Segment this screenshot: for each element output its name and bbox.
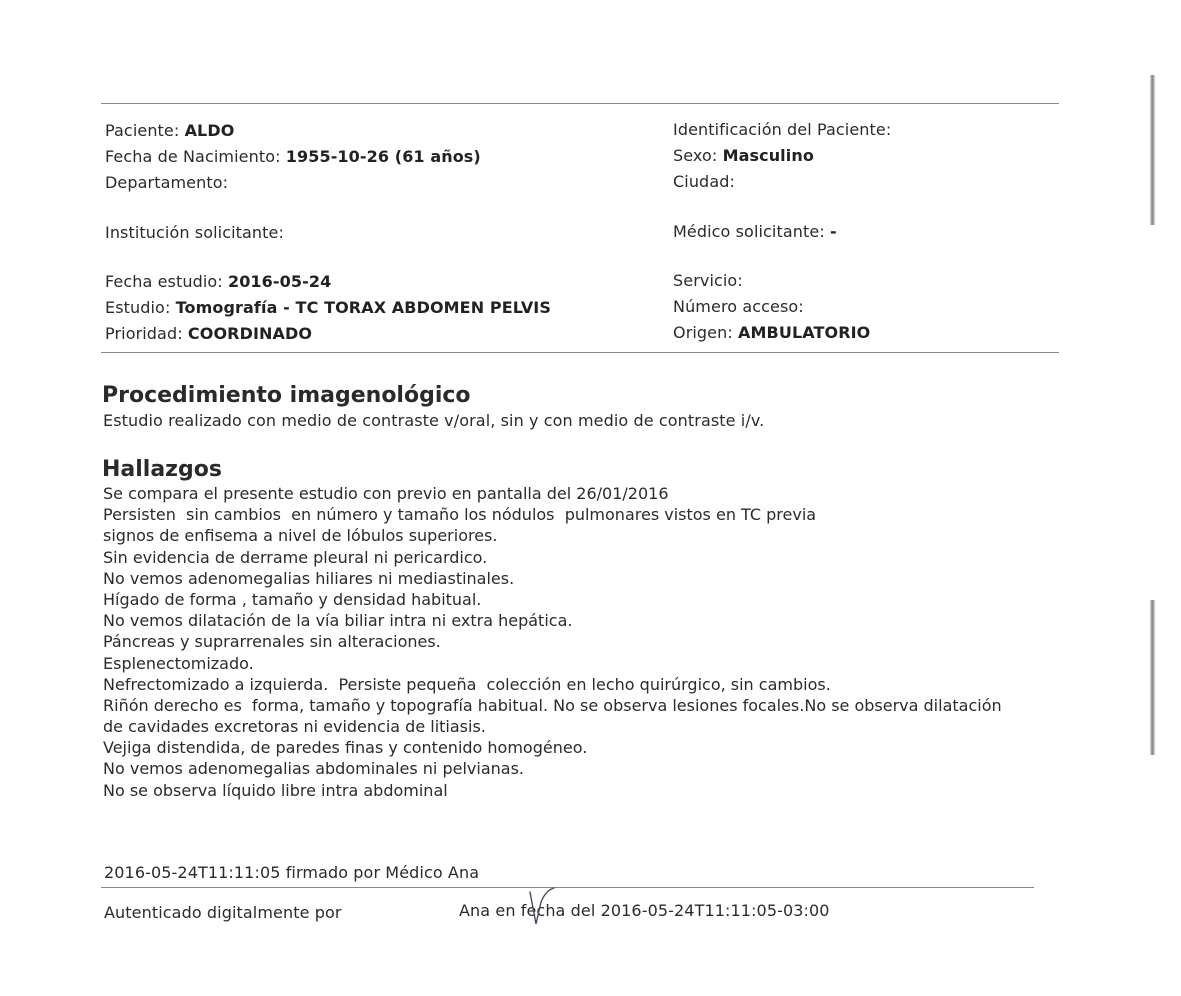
procedure-text: Estudio realizado con medio de contraste v/oral, sin y con medio de contraste i/v.: [103, 411, 765, 430]
scan-edge-mark: [1150, 600, 1155, 755]
finding-line: No se observa líquido libre intra abdominal: [103, 780, 448, 800]
finding-line: Riñón derecho es forma, tamaño y topografía habitual. No se observa lesiones focales.No se observa dilatación: [103, 695, 1002, 715]
city-row: [673, 172, 735, 192]
birth-date-row: [105, 147, 481, 167]
sex-row: [673, 146, 814, 166]
city-label: Ciudad:: [673, 172, 735, 191]
scan-edge-mark: [1150, 75, 1155, 225]
requesting-institution-label: Institución solicitante:: [105, 223, 284, 242]
finding-line: Nefrectomizado a izquierda. Persiste pequeña colección en lecho quirúrgico, sin cambios.: [103, 674, 831, 694]
finding-line: signos de enfisema a nivel de lóbulos superiores.: [103, 526, 498, 546]
patient-id-row: [673, 120, 891, 140]
patient-name-row: [105, 121, 234, 141]
birth-date-label: Fecha de Nacimiento:: [105, 147, 281, 166]
patient-name-label: Paciente:: [105, 121, 180, 140]
requesting-physician-row: [673, 222, 837, 242]
requesting-physician-value: -: [830, 222, 837, 241]
signed-by-text: 2016-05-24T11:11:05 firmado por Médico Ana: [104, 863, 480, 882]
finding-line: No vemos adenomegalias abdominales ni pelvianas.: [103, 759, 524, 779]
findings-title: Hallazgos: [102, 457, 222, 482]
service-label: Servicio:: [673, 271, 743, 290]
auth-right-text: Ana en fecha del 2016-05-24T11:11:05-03:00: [459, 901, 830, 920]
finding-line: Persisten sin cambios en número y tamaño los nódulos pulmonares vistos en TC previa: [103, 505, 817, 525]
sex-label: Sexo:: [673, 146, 718, 165]
sex-value: Masculino: [722, 146, 814, 165]
requesting-physician-label: Médico solicitante:: [673, 222, 825, 241]
study-value: Tomografía - TC TORAX ABDOMEN PELVIS: [175, 298, 551, 317]
patient-id-label: Identificación del Paciente:: [673, 120, 892, 139]
finding-line: Sin evidencia de derrame pleural ni pericardico.: [103, 547, 488, 567]
finding-line: de cavidades excretoras ni evidencia de litiasis.: [103, 717, 486, 737]
study-date-row: [105, 272, 331, 292]
priority-label: Prioridad:: [105, 324, 183, 343]
study-row: [105, 298, 551, 318]
study-label: Estudio:: [105, 298, 171, 317]
handwritten-check-mark-icon: [524, 884, 558, 926]
study-date-value: 2016-05-24: [227, 272, 332, 291]
finding-line: No vemos dilatación de la vía biliar intra ni extra hepática.: [103, 611, 573, 631]
procedure-title: Procedimiento imagenológico: [102, 383, 471, 408]
header-bottom-divider: [101, 352, 1059, 353]
finding-line: Hígado de forma , tamaño y densidad habitual.: [103, 589, 482, 609]
finding-line: Vejiga distendida, de paredes finas y contenido homogéneo.: [103, 738, 588, 758]
origin-label: Origen:: [673, 323, 733, 342]
accession-number-label: Número acceso:: [673, 297, 804, 316]
service-row: [673, 271, 743, 291]
patient-name-value: ALDO: [184, 121, 235, 140]
origin-row: [673, 323, 870, 343]
birth-date-value: 1955-10-26 (61 años): [285, 147, 481, 166]
origin-value: AMBULATORIO: [738, 323, 871, 342]
footer-divider: [101, 887, 1034, 888]
department-row: [105, 173, 228, 193]
accession-number-row: [673, 297, 804, 317]
findings-list: [103, 483, 1002, 801]
requesting-institution-row: [105, 223, 284, 243]
finding-line: Esplenectomizado.: [103, 653, 254, 673]
priority-value: COORDINADO: [187, 324, 313, 343]
finding-line: No vemos adenomegalias hiliares ni mediastinales.: [103, 568, 515, 588]
header-top-divider: [101, 103, 1059, 104]
priority-row: [105, 324, 312, 344]
finding-line: Se compara el presente estudio con previo en pantalla del 26/01/2016: [103, 484, 669, 503]
department-label: Departamento:: [105, 173, 229, 192]
study-date-label: Fecha estudio:: [105, 272, 223, 291]
auth-left-text: Autenticado digitalmente por: [104, 903, 342, 922]
finding-line: Páncreas y suprarrenales sin alteraciones.: [103, 632, 441, 652]
